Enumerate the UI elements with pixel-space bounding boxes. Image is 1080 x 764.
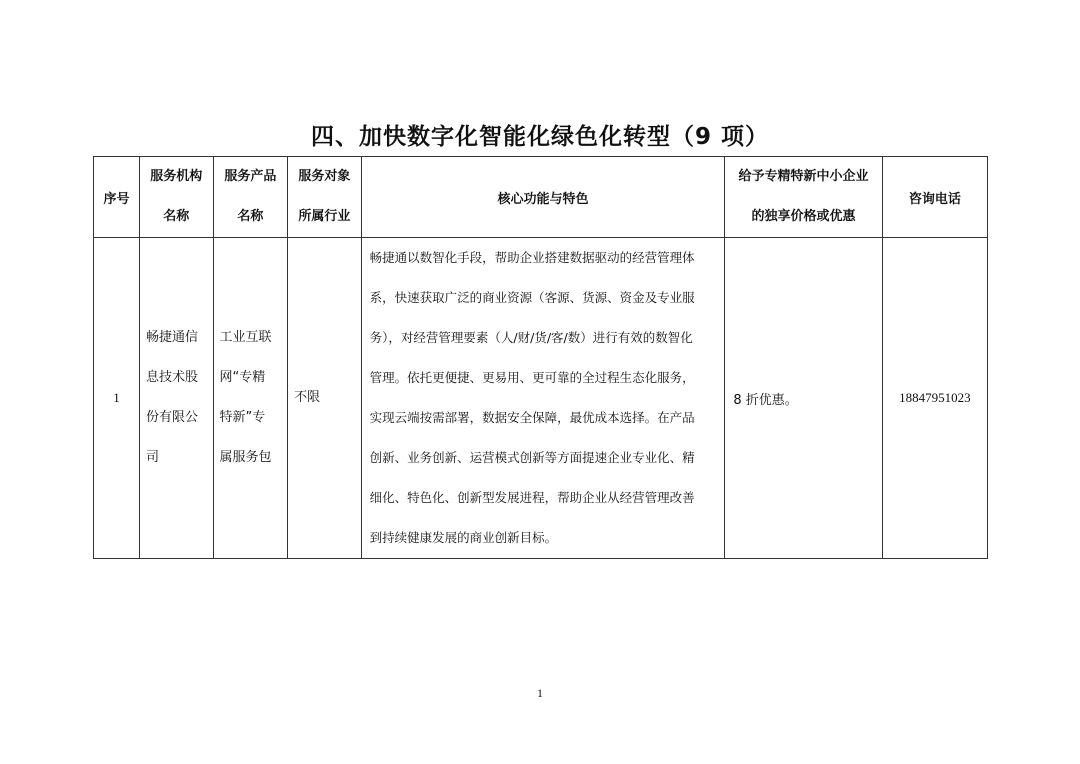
header-product-line1: 服务产品 [224, 169, 277, 184]
row-org [139, 238, 213, 559]
table-header-row [94, 157, 988, 238]
header-core: 核心功能与特色 [361, 157, 725, 238]
header-org-line1: 服务机构 [150, 169, 203, 184]
header-index: 序号 [94, 157, 140, 238]
header-product [213, 157, 288, 238]
row-product [213, 238, 288, 559]
core-line: 系，快速获取广泛的商业资源（客源、货源、资金及专业服 [369, 290, 695, 305]
org-line: 份有限公 [145, 410, 198, 425]
row-core [361, 238, 725, 559]
target-text: 不限 [294, 390, 321, 405]
core-line: 细化、特色化、创新型发展进程，帮助企业从经营管理改善 [369, 490, 695, 505]
org-line: 司 [145, 450, 159, 465]
header-product-line2: 名称 [237, 209, 264, 224]
header-target [288, 157, 362, 238]
header-target-line2: 所属行业 [298, 209, 351, 224]
product-line: 特新”专 [219, 410, 266, 425]
row-target [288, 238, 362, 559]
org-line: 畅捷通信 [145, 330, 198, 345]
row-phone: 18847951023 [882, 238, 987, 559]
header-org [139, 157, 213, 238]
header-org-line2: 名称 [163, 209, 190, 224]
core-line: 到持续健康发展的商业创新目标。 [369, 530, 558, 545]
header-price-line1: 给予专精特新中小企业 [738, 169, 869, 184]
header-target-line1: 服务对象 [298, 169, 351, 184]
discount-text: 8 折优惠。 [733, 392, 798, 408]
page-number: 1 [537, 686, 543, 700]
page-title: 四、加快数字化智能化绿色化转型（9 项） [310, 124, 769, 150]
table-row [94, 238, 988, 559]
product-line: 网“专精 [219, 370, 266, 385]
header-price-line2: 的独享价格或优惠 [751, 209, 856, 224]
product-line: 工业互联 [219, 330, 272, 345]
product-line: 属服务包 [219, 450, 272, 465]
core-line: 务），对经营管理要素（人/财/货/客/数）进行有效的数智化 [369, 330, 693, 345]
org-line: 息技术股 [145, 370, 198, 385]
core-line: 管理。依托更便捷、更易用、更可靠的全过程生态化服务， [369, 370, 695, 385]
row-index: 1 [94, 238, 140, 559]
row-discount [725, 238, 882, 559]
core-line: 实现云端按需部署，数据安全保障，最优成本选择。在产品 [369, 410, 695, 425]
service-table [93, 156, 988, 559]
core-line: 创新、业务创新、运营模式创新等方面提速企业专业化、精 [369, 450, 695, 465]
core-line: 畅捷通以数智化手段，帮助企业搭建数据驱动的经营管理体 [369, 250, 695, 265]
header-price [725, 157, 882, 238]
header-phone: 咨询电话 [882, 157, 987, 238]
